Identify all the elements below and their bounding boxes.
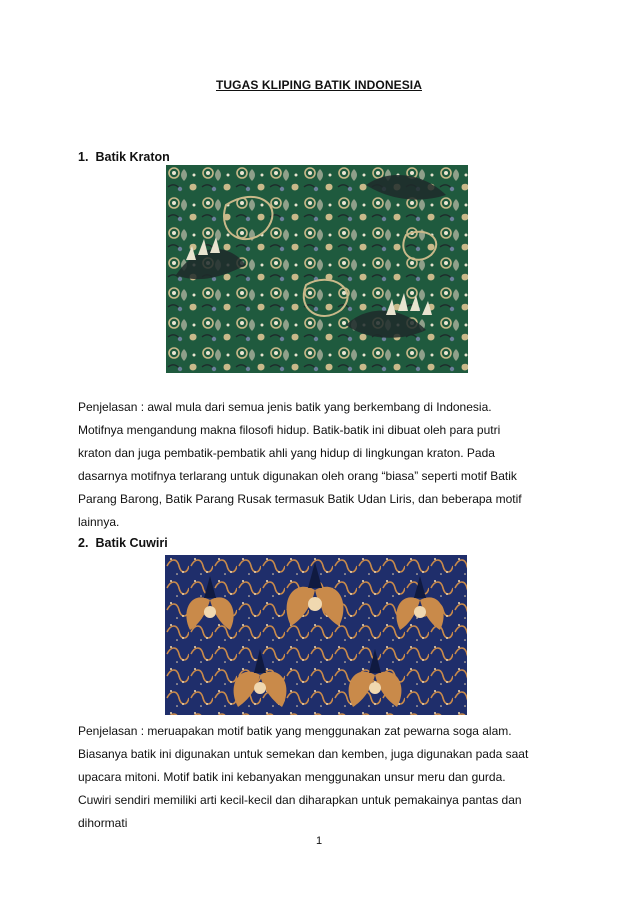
paragraph-line: lainnya. [78, 515, 120, 529]
section-description-cuwiri [78, 720, 568, 835]
document-title: TUGAS KLIPING BATIK INDONESIA [215, 78, 422, 92]
paragraph-line: Motifnya mengandung makna filosofi hidup. Batik-batik ini dibuat oleh para putri [78, 423, 501, 437]
paragraph-line: dihormati [78, 816, 128, 830]
paragraph-line: Biasanya batik ini digunakan untuk semekan dan kemben, juga digunakan pada saat [78, 747, 529, 761]
paragraph-line: Cuwiri sendiri memiliki arti kecil-kecil dan diharapkan untuk pemakainya pantas dan [78, 793, 522, 807]
batik-cuwiri-image [165, 555, 467, 715]
section-title: Batik Cuwiri [95, 536, 168, 550]
paragraph-line: kraton dan juga pembatik-pembatik ahli yang hidup di lingkungan kraton. Pada [78, 446, 495, 460]
section-description-kraton [78, 396, 568, 534]
page-number: 1 [315, 835, 323, 847]
section-number: 2. [78, 536, 89, 550]
paragraph-line: Penjelasan : meruapakan motif batik yang menggunakan zat pewarna soga alam. [78, 724, 512, 738]
section-title: Batik Kraton [95, 150, 170, 164]
paragraph-line: Parang Barong, Batik Parang Rusak termasuk Batik Udan Liris, dan beberapa motif [78, 492, 522, 506]
section-heading-cuwiri [78, 536, 168, 550]
paragraph-line: dasarnya motifnya terlarang untuk digunakan oleh orang “biasa” seperti motif Batik [78, 469, 517, 483]
section-heading-kraton [78, 150, 170, 164]
paragraph-line: upacara mitoni. Motif batik ini kebanyakan menggunakan unsur meru dan gurda. [78, 770, 506, 784]
batik-kraton-image [166, 165, 468, 373]
paragraph-line: Penjelasan : awal mula dari semua jenis batik yang berkembang di Indonesia. [78, 400, 492, 414]
section-number: 1. [78, 150, 89, 164]
